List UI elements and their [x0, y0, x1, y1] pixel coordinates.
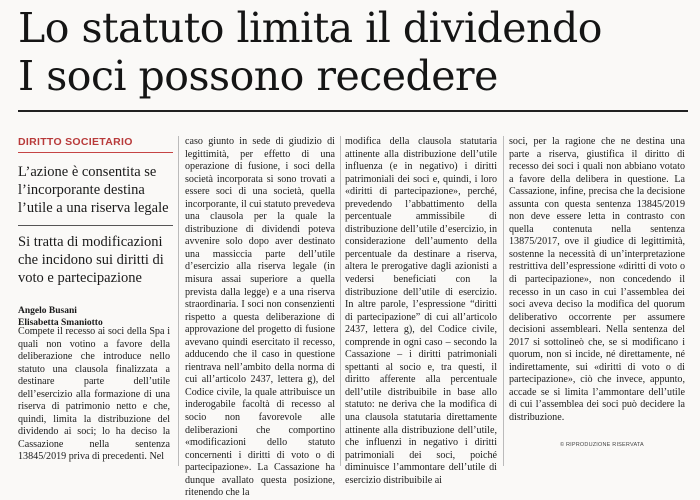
author-name: Angelo Busani: [18, 306, 77, 316]
body-column-3: modifica della clausola statutaria attinente alla distribuzione dell’utile influenza (e in negativo) i diritti patrimoniali dei soci e, quindi, i loro «diritti di partecipazione», perché, prevedendo l’abbattimento della percentuale ammissibile di distribuzione dell’utile d’esercizio, in considerazione dell’aumento della percentuale da destinare a riserva, altera le prerogative dagli azionisti a vedersi beneficiati con la distribuzione dell’utile di esercizio. In altre parole, l’espressione “diritti di partecipazione” di cui all’articolo 2437, lettera g), del Codice civile, comprende in ogni caso – secondo la Cassazione – i diritti patrimoniali spettanti al socio e, tra questi, il diritto afferente alla percentuale dell’utile distribuibile in base allo statuto: ne deriva che la modifica di una clausola statutaria direttamente attinente alla distribuzione dell’utile, che influenzi in negativo i diritti patrimoniali dei soci, poiché diminuisce l’ammontare dell’utile di esercizio distribuibile ai: [345, 136, 497, 486]
headline-line-1: Lo statuto limita il dividendo: [18, 4, 602, 52]
column-divider: [340, 136, 341, 466]
body-column-4: soci, per la ragione che ne destina una parte a riserva, giustifica il diritto di recesso dei soci i quali non abbiano votato a favore della delibera in questione. La Cassazione, infine, precisa che la decisione assunta con questa sentenza 13845/2019 non deve essere letta in contrasto con quella contenuta nella sentenza 13875/2017, ove il giudice di legittimità, sostenne la necessità di un’interpretazione restrittiva dell’espressione «diritti di voto o di partecipazione», non concedendo il recesso in un caso in cui l’assemblea dei soci aveva deciso la modifica del quorum deliberativo occorrente per assumere decisioni assembleari. Nella sentenza del 2017 si sottolineò che, se si modificano i quorum, non si incide, né direttamente, né indirettamente, sui «diritti di voto o di partecipazione», ciò che invece, appunto, accade se si limita l’ammontare dell’utile di cui l’assemblea dei soci può decidere la distribuzione.: [509, 136, 685, 424]
sidebar: [18, 136, 173, 329]
headline-line-2: I soci possono recedere: [18, 52, 498, 100]
column-divider: [503, 136, 504, 466]
body-column-2: caso giunto in sede di giudizio di legittimità, per effetto di una operazione di fusione, i soci della società incorporata si sono trovati a essere soci di una società, quella incorporante, il cui statuto prevedeva una clausola per la quale la distribuzione di dividendi poteva avvenire solo dopo aver destinato una massiccia parte dell’utile d’esercizio alla riserva legale (in misura assai superiore a quella prevista dalla legge) e a una riserva straordinaria. I soci non consenzienti rispetto a questa deliberazione di approvazione del progetto di fusione avevano quindi esercitato il recesso, adducendo che il caso in questione rientrava nell’ambito della norma di cui all’articolo 2437, lettera g), del Codice civile, la quale attribuisce un inderogabile facoltà di recesso al socio non favorevole alle deliberazioni che comportino «modificazioni dello statuto concernenti i diritti di voto o di partecipazione». La Cassazione ha dunque avallato questa posizione, ritenendo che la: [185, 136, 335, 499]
copyright-notice: © RIPRODUZIONE RISERVATA: [560, 442, 644, 448]
headline: [18, 4, 688, 100]
author-name: Elisabetta Smaniotto: [18, 318, 103, 328]
deck-primary: L’azione è consentita se l’incorporante destina l’utile a una riserva legale: [18, 164, 169, 216]
column-divider: [178, 136, 179, 466]
headline-rule: [18, 110, 688, 112]
section-label: DIRITTO SOCIETARIO: [18, 136, 173, 153]
deck-secondary: Si tratta di modificazioni che incidono sui diritti di voto e partecipazione: [18, 225, 173, 287]
body-column-1: Compete il recesso ai soci della Spa i quali non votino a favore della deliberazione che introduce nello statuto una clausola finalizzata a destinare parte dell’utile dell’esercizio alla formazione di una riserva di patrimonio netto e che, quindi, limita la distribuzione del dividendo ai soci; lo ha deciso la Cassazione nella sentenza 13845/2019 priva di precedenti. Nel: [18, 326, 170, 463]
